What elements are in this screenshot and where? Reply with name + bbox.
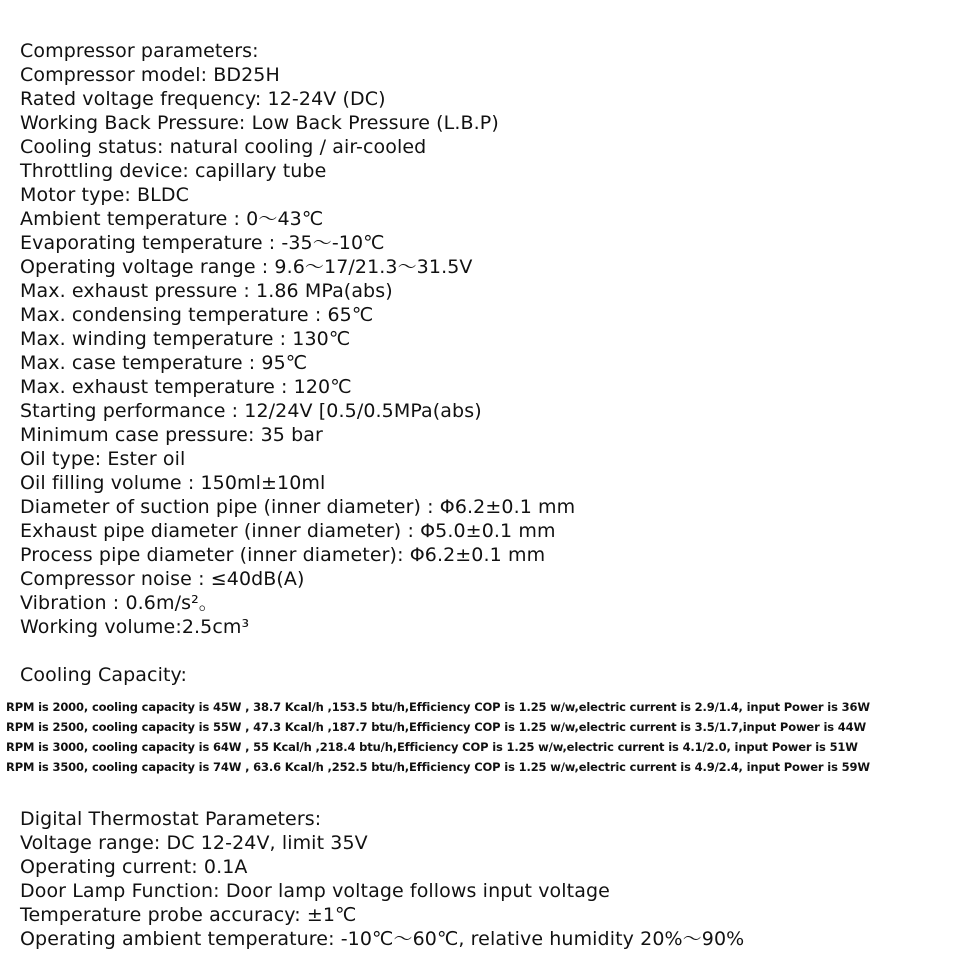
compressor-param-line: Process pipe diameter (inner diameter): Φ6.2±0.1 mm (20, 544, 546, 566)
compressor-param-line: Motor type: BLDC (20, 184, 189, 206)
compressor-param-line: Operating voltage range : 9.6～17/21.3～31.5V (20, 256, 473, 278)
compressor-param-line: Oil filling volume : 150ml±10ml (20, 472, 326, 494)
compressor-param-line: Throttling device: capillary tube (20, 160, 327, 182)
thermostat-param-line: Operating current: 0.1A (20, 856, 248, 878)
compressor-param-line: Rated voltage frequency: 12-24V (DC) (20, 88, 386, 110)
compressor-param-line: Max. exhaust temperature : 120℃ (20, 376, 352, 398)
thermostat-section-title: Digital Thermostat Parameters: (20, 808, 322, 830)
cooling-capacity-row: RPM is 2500, cooling capacity is 55W , 47.3 Kcal/h ,187.7 btu/h,Efficiency COP is 1.25 w/w,electric current is 3.5/1.7,input Power is 44W (6, 720, 867, 734)
compressor-param-line: Vibration : 0.6m/s²。 (20, 592, 218, 614)
compressor-section-title: Compressor parameters: (20, 40, 259, 62)
thermostat-param-line: Door Lamp Function: Door lamp voltage follows input voltage (20, 880, 610, 902)
compressor-param-line: Ambient temperature : 0～43℃ (20, 208, 324, 230)
cooling-capacity-row: RPM is 2000, cooling capacity is 45W , 38.7 Kcal/h ,153.5 btu/h,Efficiency COP is 1.25 w/w,electric current is 2.9/1.4, input Power is 36W (6, 700, 870, 714)
compressor-param-line: Exhaust pipe diameter (inner diameter) : Φ5.0±0.1 mm (20, 520, 556, 542)
compressor-param-line: Working volume:2.5cm³ (20, 616, 250, 638)
compressor-param-line: Max. winding temperature : 130℃ (20, 328, 351, 350)
cooling-capacity-title: Cooling Capacity: (20, 664, 187, 686)
thermostat-param-line: Temperature probe accuracy: ±1℃ (20, 904, 357, 926)
compressor-param-line: Working Back Pressure: Low Back Pressure (L.B.P) (20, 112, 499, 134)
compressor-param-line: Cooling status: natural cooling / air-cooled (20, 136, 427, 158)
compressor-param-line: Evaporating temperature : -35～-10℃ (20, 232, 385, 254)
thermostat-parameters-section (20, 807, 744, 951)
cooling-capacity-section (20, 663, 187, 687)
compressor-param-line: Minimum case pressure: 35 bar (20, 424, 323, 446)
compressor-parameters-section (20, 39, 575, 639)
compressor-param-line: Max. exhaust pressure : 1.86 MPa(abs) (20, 280, 393, 302)
compressor-param-line: Oil type: Ester oil (20, 448, 186, 470)
thermostat-param-line: Voltage range: DC 12-24V, limit 35V (20, 832, 368, 854)
compressor-param-line: Compressor noise : ≤40dB(A) (20, 568, 305, 590)
compressor-param-line: Diameter of suction pipe (inner diameter) : Φ6.2±0.1 mm (20, 496, 576, 518)
cooling-capacity-rows (6, 697, 870, 777)
compressor-param-line: Max. case temperature : 95℃ (20, 352, 308, 374)
cooling-capacity-row: RPM is 3000, cooling capacity is 64W , 55 Kcal/h ,218.4 btu/h,Efficiency COP is 1.25 w/w,electric current is 4.1/2.0, input Power is 51W (6, 740, 858, 754)
compressor-param-line: Starting performance : 12/24V [0.5/0.5MPa(abs) (20, 400, 482, 422)
compressor-param-line: Max. condensing temperature : 65℃ (20, 304, 374, 326)
cooling-capacity-row: RPM is 3500, cooling capacity is 74W , 63.6 Kcal/h ,252.5 btu/h,Efficiency COP is 1.25 w/w,electric current is 4.9/2.4, input Power is 59W (6, 760, 870, 774)
compressor-param-line: Compressor model: BD25H (20, 64, 280, 86)
thermostat-param-line: Operating ambient temperature: -10℃～60℃, relative humidity 20%～90% (20, 928, 745, 950)
